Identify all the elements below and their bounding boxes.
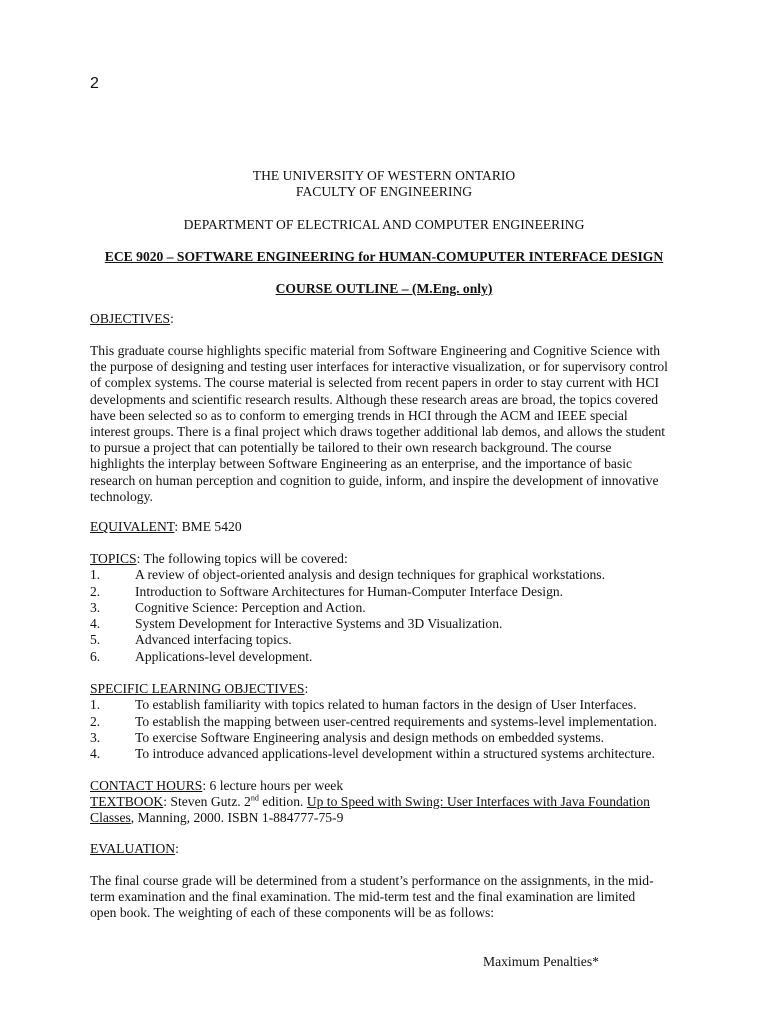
contact-hours-line [90, 778, 343, 794]
topics-section: TOPICS : The following topics will be covered: 1. A review of object-oriented analysis and design techniques for graphical workstations. 2. Introduction to Software Architectures for Human-Computer Interface Design. 3. Cognitive Science: Perception and Action. 4. System Development for Interactive Systems and 3D Visualization. 5. Advanced interfacing topics. 6. Applications-level development. [90, 551, 710, 665]
contact-hours-heading: CONTACT HOURS [90, 778, 203, 793]
list-item: 4. System Development for Interactive Systems and 3D Visualization. [90, 616, 503, 632]
department-name: DEPARTMENT OF ELECTRICAL AND COMPUTER ENGINEERING [183, 217, 585, 232]
list-item: 4. To introduce advanced applications-level development within a structured systems architecture. [90, 746, 655, 762]
list-item: 1. To establish familiarity with topics related to human factors in the design of User Interfaces. [90, 697, 637, 713]
learning-objectives-section: SPECIFIC LEARNING OBJECTIVES : 1. To establish familiarity with topics related to human factors in the design of User Interfaces. 2. To establish the mapping between user-centred requirements and systems-level implementation. 3. To exercise Software Engineering analysis and design methods on embedded systems. 4. To introduce advanced applications-level development within a structured systems architecture. [90, 681, 710, 762]
list-item: 2. Introduction to Software Architectures for Human-Computer Interface Design. [90, 583, 564, 599]
list-item: 3. To exercise Software Engineering analysis and design methods on embedded systems. [90, 729, 605, 745]
textbook-heading: TEXTBOOK [90, 794, 164, 809]
maximum-penalties-label: Maximum Penalties* [483, 954, 599, 969]
equivalent-heading: EQUIVALENT [90, 519, 175, 534]
university-name: THE UNIVERSITY OF WESTERN ONTARIO [252, 168, 516, 183]
list-item: 3. Cognitive Science: Perception and Action. [90, 599, 366, 615]
faculty-name: FACULTY OF ENGINEERING [295, 184, 473, 199]
equivalent-value: : BME 5420 [174, 519, 242, 534]
equivalent-line [90, 519, 242, 535]
learning-objectives-heading: SPECIFIC LEARNING OBJECTIVES [90, 681, 305, 696]
list-item: 2. To establish the mapping between user-centred requirements and systems-level implementation. [90, 713, 657, 729]
objectives-paragraph: This graduate course highlights specific material from Software Engineering and Cognitive Science with the purpose of designing and testing user interfaces for interactive visualization, or for supervisory control of complex systems. The course material is selected from recent papers in order to stay current with HCI developments and scientific research results. Although these research areas are broad, the topics covered have been selected so as to conform to emerging trends in HCI through the ACM and IEEE special interest groups. There is a final project which draws together additional lab demos, and allows the student to pursue a project that can potentially be tailored to their own research background. The course highlights the interplay between Software Engineering as an enterprise, and the importance of basic research on human perception and cognition to guide, inform, and inspire the development of innovative technology. [90, 343, 668, 504]
textbook-entry: TEXTBOOK: Steven Gutz. 2nd edition. Up to Speed with Swing: User Interfaces with Java Foundation Classes, Manning, 2000. ISBN 1-884777-75-9 [90, 793, 650, 826]
textbook-title: Up to Speed with Swing: User Interfaces with Java Foundation [306, 794, 650, 809]
contact-hours-value: : 6 lecture hours per week [202, 778, 344, 793]
course-title: ECE 9020 – SOFTWARE ENGINEERING for HUMAN-COMUPUTER INTERFACE DESIGN [104, 249, 664, 264]
list-item: 1. A review of object-oriented analysis and design techniques for graphical workstations. [90, 567, 605, 583]
topics-heading: TOPICS [90, 551, 137, 566]
course-outline-title: COURSE OUTLINE – (M.Eng. only) [275, 281, 493, 296]
list-item: 5. Advanced interfacing topics. [90, 632, 292, 648]
objectives-heading-line: OBJECTIVES: [90, 311, 174, 326]
evaluation-heading-line: EVALUATION: [90, 841, 179, 856]
evaluation-paragraph: The final course grade will be determined from a student’s performance on the assignments, in the mid- term examination and the final examination. The mid-term test and the final examination are limited open book. The weighting of each of these components will be as follows: [90, 873, 654, 921]
objectives-heading: OBJECTIVES [90, 311, 171, 326]
evaluation-heading: EVALUATION [90, 841, 176, 856]
list-item: 6. Applications-level development. [90, 648, 313, 664]
page-number: 2 [90, 75, 99, 92]
